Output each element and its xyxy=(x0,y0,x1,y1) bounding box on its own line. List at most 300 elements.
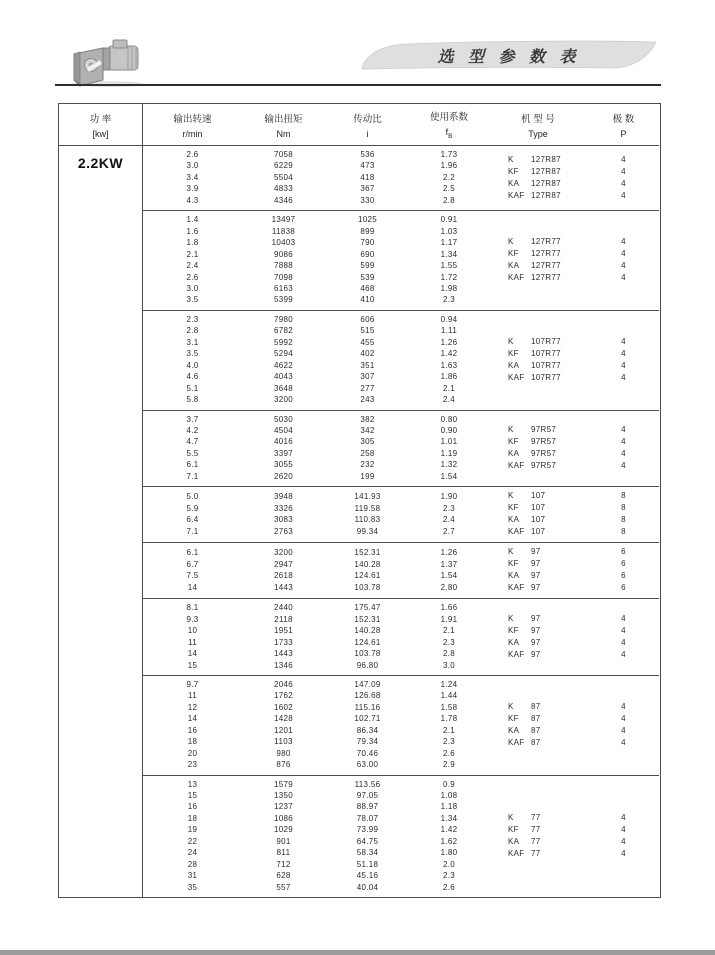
ratio-value: 258 xyxy=(360,448,375,458)
poles-value: 8 xyxy=(621,515,626,525)
poles-value: 8 xyxy=(621,503,626,513)
speed-column xyxy=(143,314,242,406)
speed-value: 4.3 xyxy=(186,195,199,205)
service-factor-value: 1.62 xyxy=(440,836,458,846)
service-factor-value: 2.1 xyxy=(442,725,456,735)
torque-value: 7980 xyxy=(274,314,293,324)
speed-value: 16 xyxy=(187,725,198,735)
service-factor-value: 1.66 xyxy=(440,603,458,613)
poles-value: 4 xyxy=(621,360,626,370)
model-prefix: KF xyxy=(508,249,519,259)
speed-value: 24 xyxy=(187,848,198,858)
service-factor-value: 1.44 xyxy=(440,691,458,701)
ratio-value: 473 xyxy=(360,161,375,171)
model-row xyxy=(488,613,659,625)
model-row xyxy=(488,190,659,202)
model-type xyxy=(488,737,588,749)
speed-value: 3.5 xyxy=(186,349,199,359)
poles-value: 4 xyxy=(621,237,626,247)
model-number: 107 xyxy=(531,491,546,501)
poles-header: 极 数 P xyxy=(612,113,635,139)
model-number: 107R77 xyxy=(531,360,561,370)
ratio-value: 468 xyxy=(360,283,375,293)
model-row xyxy=(488,448,659,460)
ratio-value: 199 xyxy=(360,471,375,481)
speed-value: 2.6 xyxy=(186,272,199,282)
speed-value: 1.8 xyxy=(186,238,199,248)
model-row xyxy=(488,490,659,502)
poles-value: 4 xyxy=(621,713,626,723)
model-number: 107R77 xyxy=(531,348,561,358)
model-row xyxy=(488,625,659,637)
service-factor-value: 0.80 xyxy=(440,414,458,424)
torque-value: 6782 xyxy=(274,326,293,336)
model-row xyxy=(488,836,659,848)
service-factor-value: 1.37 xyxy=(440,559,458,569)
ratio-column xyxy=(325,314,410,406)
model-type xyxy=(488,701,588,713)
poles-value: 4 xyxy=(621,737,626,747)
model-row xyxy=(488,154,659,166)
model-prefix: KF xyxy=(508,625,519,635)
torque-column xyxy=(242,779,325,894)
ratio-value: 97.05 xyxy=(356,791,379,801)
poles-value: 4 xyxy=(621,836,626,846)
speed-value: 5.8 xyxy=(186,395,199,405)
speed-value: 5.0 xyxy=(186,492,199,502)
torque-value: 1602 xyxy=(274,702,293,712)
model-number: 87 xyxy=(531,737,541,747)
speed-value: 16 xyxy=(187,802,198,812)
service-factor-value: 2.3 xyxy=(442,737,456,747)
service-factor-value: 2.80 xyxy=(440,582,458,592)
service-factor-value: 2.2 xyxy=(442,172,456,182)
speed-column xyxy=(143,679,242,771)
speed-value: 7.5 xyxy=(186,571,199,581)
model-row xyxy=(488,348,659,360)
power-header xyxy=(59,104,142,146)
poles-value: 8 xyxy=(621,527,626,537)
speed-value: 18 xyxy=(187,737,198,747)
model-number: 107R77 xyxy=(531,336,561,346)
model-row xyxy=(488,360,659,372)
model-prefix: KA xyxy=(508,725,520,735)
speed-value: 28 xyxy=(187,859,198,869)
poles-value: 6 xyxy=(621,571,626,581)
model-prefix: KAF xyxy=(508,372,525,382)
torque-value: 1579 xyxy=(274,779,293,789)
torque-value: 5992 xyxy=(274,337,293,347)
speed-value: 2.1 xyxy=(186,249,199,259)
table-row-group xyxy=(143,775,659,898)
speed-value: 5.5 xyxy=(186,448,199,458)
service-factor-value: 1.08 xyxy=(440,791,458,801)
speed-value: 11 xyxy=(188,637,197,647)
type-poles-column xyxy=(488,602,659,671)
service-factor-value: 2.3 xyxy=(442,503,456,513)
ratio-value: 70.46 xyxy=(356,748,379,758)
model-prefix: KA xyxy=(508,836,520,846)
speed-value: 35 xyxy=(187,882,198,892)
ratio-value: 367 xyxy=(360,184,375,194)
ratio-value: 1025 xyxy=(358,215,377,225)
model-row xyxy=(488,372,659,384)
service-factor-value: 1.54 xyxy=(440,571,458,581)
service-factor-value: 0.9 xyxy=(442,779,456,789)
service-factor-value: 2.0 xyxy=(442,859,456,869)
torque-value: 3083 xyxy=(274,515,293,525)
torque-value: 3326 xyxy=(274,503,293,513)
service-factor-value: 1.34 xyxy=(440,813,458,823)
service-factor-value: 2.8 xyxy=(442,649,456,659)
service-factor-value: 1.73 xyxy=(440,150,458,159)
speed-column xyxy=(143,414,242,483)
poles-value: 4 xyxy=(621,625,626,635)
torque-value: 1762 xyxy=(274,691,293,701)
model-type xyxy=(488,490,588,502)
model-type xyxy=(488,848,588,860)
model-prefix: K xyxy=(508,336,514,346)
model-number: 127R87 xyxy=(531,178,561,188)
table-row-group xyxy=(143,310,659,410)
model-row xyxy=(488,514,659,526)
ratio-value: 307 xyxy=(360,372,375,382)
header-rule xyxy=(55,84,661,86)
service-factor-value: 1.90 xyxy=(440,492,458,502)
page-title: 选 型 参 数 表 xyxy=(437,49,581,66)
model-number: 87 xyxy=(531,713,541,723)
service-factor-value: 1.34 xyxy=(440,249,458,259)
ratio-value: 99.34 xyxy=(356,526,379,536)
model-row xyxy=(488,526,659,538)
model-prefix: K xyxy=(508,491,514,501)
service-factor-value: 1.18 xyxy=(440,802,458,812)
speed-value: 4.2 xyxy=(186,425,199,435)
torque-value: 6229 xyxy=(274,161,293,171)
ratio-value: 88.97 xyxy=(356,802,379,812)
poles-value: 4 xyxy=(621,261,626,271)
torque-value: 2618 xyxy=(274,571,293,581)
factor-column xyxy=(410,414,488,483)
speed-header: 输出转速 r/min xyxy=(173,113,212,139)
model-row xyxy=(488,701,659,713)
data-columns xyxy=(143,104,659,897)
torque-value: 1346 xyxy=(274,660,293,670)
speed-value: 14 xyxy=(187,582,198,592)
service-factor-value: 2.4 xyxy=(442,395,456,405)
model-number: 127R77 xyxy=(531,249,561,259)
model-type xyxy=(488,236,588,248)
power-header-label: 功 率 xyxy=(89,113,112,125)
speed-value: 12 xyxy=(187,702,198,712)
speed-value: 15 xyxy=(187,660,198,670)
model-type xyxy=(488,546,588,558)
model-prefix: K xyxy=(508,237,514,247)
speed-value: 6.7 xyxy=(186,559,199,569)
ratio-value: 115.16 xyxy=(354,702,381,712)
torque-column xyxy=(242,414,325,483)
speed-value: 18 xyxy=(187,813,198,823)
model-row xyxy=(488,424,659,436)
factor-column xyxy=(410,779,488,894)
model-number: 77 xyxy=(531,848,541,858)
ratio-value: 140.28 xyxy=(354,626,381,636)
ratio-column xyxy=(325,490,410,538)
ratio-value: 78.07 xyxy=(356,813,379,823)
speed-value: 3.0 xyxy=(186,161,199,171)
ratio-value: 73.99 xyxy=(356,825,379,835)
service-factor-value: 1.72 xyxy=(440,272,458,282)
table-row-group xyxy=(143,675,659,775)
torque-value: 11838 xyxy=(271,226,296,236)
ratio-value: 690 xyxy=(360,249,375,259)
torque-value: 4346 xyxy=(274,195,293,205)
poles-value: 4 xyxy=(621,166,626,176)
ratio-value: 126.68 xyxy=(354,691,381,701)
model-type xyxy=(488,166,588,178)
model-type xyxy=(488,372,588,384)
model-row xyxy=(488,725,659,737)
model-type xyxy=(488,625,588,637)
speed-value: 22 xyxy=(187,836,198,846)
ratio-value: 96.80 xyxy=(356,660,379,670)
torque-value: 2947 xyxy=(274,559,293,569)
torque-value: 1350 xyxy=(274,791,293,801)
model-row xyxy=(488,570,659,582)
torque-value: 4504 xyxy=(274,425,293,435)
model-number: 127R77 xyxy=(531,261,561,271)
service-factor-value: 1.91 xyxy=(440,614,458,624)
ratio-value: 124.61 xyxy=(354,637,381,647)
model-prefix: KAF xyxy=(508,460,525,470)
model-prefix: KAF xyxy=(508,737,525,747)
torque-value: 876 xyxy=(276,760,291,770)
torque-value: 2763 xyxy=(274,526,293,536)
model-number: 107 xyxy=(531,527,546,537)
speed-value: 20 xyxy=(187,748,198,758)
model-row xyxy=(488,737,659,749)
ratio-value: 599 xyxy=(360,261,375,271)
speed-value: 10 xyxy=(187,626,198,636)
torque-value: 2440 xyxy=(274,603,293,613)
model-type xyxy=(488,514,588,526)
ratio-value: 536 xyxy=(360,150,375,159)
model-prefix: K xyxy=(508,547,514,557)
model-row xyxy=(488,272,659,284)
speed-value: 7.1 xyxy=(186,526,199,536)
service-factor-value: 1.98 xyxy=(440,283,458,293)
factor-column xyxy=(410,546,488,594)
model-type xyxy=(488,502,588,514)
model-prefix: KA xyxy=(508,261,520,271)
service-factor-value: 0.91 xyxy=(440,215,458,225)
torque-value: 10403 xyxy=(271,238,296,248)
torque-value: 3200 xyxy=(274,548,293,558)
ratio-value: 119.58 xyxy=(354,503,381,513)
poles-value: 4 xyxy=(621,848,626,858)
type-poles-column xyxy=(488,314,659,406)
speed-value: 2.3 xyxy=(186,314,199,324)
model-type xyxy=(488,558,588,570)
model-number: 97R57 xyxy=(531,448,557,458)
torque-value: 1029 xyxy=(274,825,293,835)
ratio-value: 382 xyxy=(360,414,375,424)
model-type xyxy=(488,637,588,649)
model-number: 77 xyxy=(531,824,541,834)
ratio-value: 899 xyxy=(360,226,375,236)
speed-value: 3.0 xyxy=(186,283,199,293)
service-factor-value: 0.94 xyxy=(440,314,458,324)
torque-value: 3200 xyxy=(274,395,293,405)
model-row xyxy=(488,546,659,558)
service-factor-value: 1.42 xyxy=(440,825,458,835)
model-type xyxy=(488,725,588,737)
table-row-group xyxy=(143,598,659,675)
speed-column xyxy=(143,490,242,538)
torque-value: 1443 xyxy=(274,649,293,659)
speed-value: 1.4 xyxy=(186,215,199,225)
torque-value: 1201 xyxy=(274,725,293,735)
model-number: 97 xyxy=(531,571,541,581)
model-row xyxy=(488,713,659,725)
model-type xyxy=(488,582,588,594)
torque-column xyxy=(242,546,325,594)
model-row xyxy=(488,436,659,448)
service-factor-value: 1.17 xyxy=(440,238,458,248)
ratio-value: 152.31 xyxy=(354,548,381,558)
selection-table xyxy=(58,103,661,898)
model-prefix: KAF xyxy=(508,273,525,283)
speed-value: 14 xyxy=(187,649,198,659)
table-row-group xyxy=(143,542,659,598)
model-type xyxy=(488,526,588,538)
service-factor-value: 1.58 xyxy=(440,702,458,712)
poles-value: 4 xyxy=(621,701,626,711)
model-number: 87 xyxy=(531,701,541,711)
service-factor-value: 1.19 xyxy=(440,448,458,458)
service-factor-value: 2.6 xyxy=(442,882,456,892)
model-type xyxy=(488,812,588,824)
speed-column xyxy=(143,546,242,594)
poles-value: 4 xyxy=(621,178,626,188)
model-number: 107R77 xyxy=(531,372,561,382)
model-number: 127R77 xyxy=(531,273,561,283)
model-header: 机 型 号 Type xyxy=(521,113,555,139)
model-prefix: KAF xyxy=(508,848,525,858)
ratio-value: 103.78 xyxy=(354,582,381,592)
model-row xyxy=(488,649,659,661)
speed-value: 9.7 xyxy=(186,679,199,689)
model-type xyxy=(488,448,588,460)
model-number: 97 xyxy=(531,625,541,635)
model-row xyxy=(488,178,659,190)
service-factor-value: 1.80 xyxy=(440,848,458,858)
model-type xyxy=(488,613,588,625)
model-number: 107 xyxy=(531,503,546,513)
model-type xyxy=(488,824,588,836)
ratio-value: 45.16 xyxy=(356,871,379,881)
footer-bar xyxy=(0,950,715,955)
speed-value: 2.6 xyxy=(186,150,199,159)
speed-value: 3.4 xyxy=(186,172,199,182)
ratio-value: 232 xyxy=(360,460,375,470)
type-poles-column xyxy=(488,214,659,306)
model-number: 97 xyxy=(531,637,541,647)
speed-value: 3.7 xyxy=(186,414,199,424)
model-type xyxy=(488,248,588,260)
poles-value: 8 xyxy=(621,491,626,501)
service-factor-value: 2.4 xyxy=(442,515,456,525)
ratio-value: 124.61 xyxy=(354,571,381,581)
table-row-group xyxy=(143,146,659,210)
service-factor-value: 1.54 xyxy=(440,471,458,481)
service-factor-value: 1.03 xyxy=(440,226,458,236)
factor-column xyxy=(410,214,488,306)
service-factor-value: 1.11 xyxy=(440,326,458,336)
model-type xyxy=(488,649,588,661)
speed-value: 4.7 xyxy=(186,437,199,447)
speed-value: 19 xyxy=(187,825,198,835)
service-factor-value: 1.42 xyxy=(440,349,458,359)
model-type xyxy=(488,260,588,272)
torque-value: 5399 xyxy=(274,295,293,305)
model-type xyxy=(488,190,588,202)
model-row xyxy=(488,582,659,594)
service-factor-value: 1.26 xyxy=(440,337,458,347)
ratio-header: 传动比 i xyxy=(353,113,382,139)
service-factor-value: 1.86 xyxy=(440,372,458,382)
torque-value: 4016 xyxy=(274,437,293,447)
service-factor-value: 0.90 xyxy=(440,425,458,435)
torque-value: 1103 xyxy=(274,737,293,747)
model-row xyxy=(488,260,659,272)
service-factor-value: 2.7 xyxy=(442,526,456,536)
ratio-value: 342 xyxy=(360,425,375,435)
poles-value: 4 xyxy=(621,725,626,735)
ratio-value: 113.56 xyxy=(354,779,381,789)
power-column xyxy=(59,104,143,897)
torque-value: 3948 xyxy=(274,492,293,502)
table-row-group xyxy=(143,210,659,310)
torque-value: 1733 xyxy=(274,637,293,647)
ratio-value: 141.93 xyxy=(354,492,381,502)
speed-value: 2.8 xyxy=(186,326,199,336)
torque-column xyxy=(242,149,325,206)
ratio-value: 351 xyxy=(360,360,375,370)
service-factor-header: 使用系数 $f_B$ xyxy=(429,112,468,140)
torque-value: 4043 xyxy=(274,372,293,382)
title-banner xyxy=(358,40,660,72)
ratio-column xyxy=(325,679,410,771)
poles-value: 4 xyxy=(621,154,626,164)
service-factor-value: 2.8 xyxy=(442,195,456,205)
service-factor-value: 1.78 xyxy=(440,714,458,724)
ratio-column xyxy=(325,214,410,306)
torque-value: 2118 xyxy=(274,614,293,624)
speed-value: 5.9 xyxy=(186,503,199,513)
ratio-value: 51.18 xyxy=(356,859,379,869)
model-row xyxy=(488,637,659,649)
torque-value: 6163 xyxy=(274,283,293,293)
poles-value: 4 xyxy=(621,336,626,346)
ratio-value: 402 xyxy=(360,349,375,359)
model-number: 127R77 xyxy=(531,237,561,247)
ratio-value: 140.28 xyxy=(354,559,381,569)
model-type xyxy=(488,836,588,848)
speed-column xyxy=(143,602,242,671)
speed-column xyxy=(143,214,242,306)
table-row-group xyxy=(143,486,659,542)
